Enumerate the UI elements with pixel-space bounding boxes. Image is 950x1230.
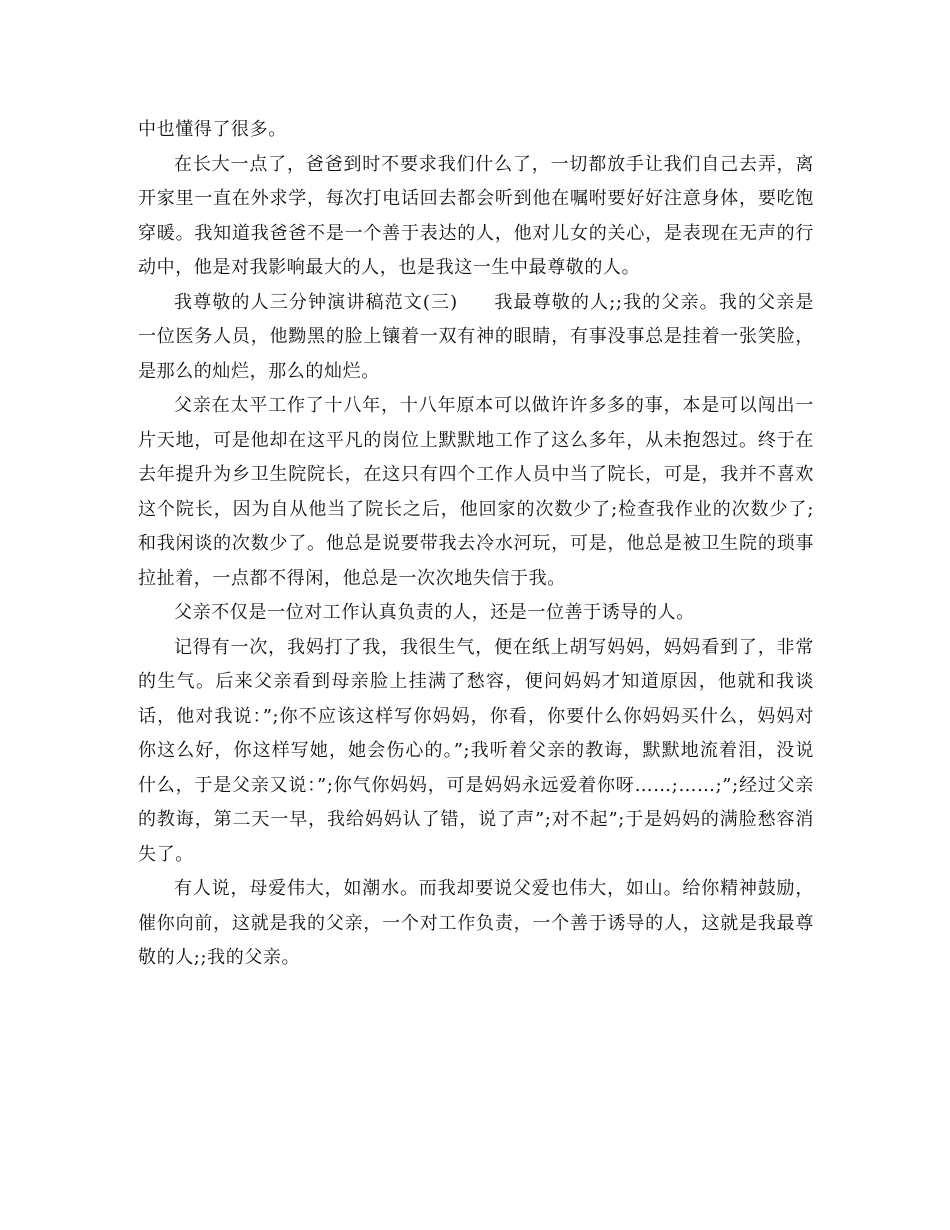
- paragraph-6: 记得有一次，我妈打了我，我很生气，便在纸上胡写妈妈，妈妈看到了，非常的生气。后来父亲看到母亲脸上挂满了愁容，便问妈妈才知道原因，他就和我谈话，他对我说：”;你不应该这样写你妈妈，你看，你要什么你妈妈买什么，妈妈对你这么好，你这样写她，她会伤心的。”;我听着父亲的教诲，默默地流着泪，没说什么，于是父亲又说：”;你气你妈妈，可是妈妈永远爱着你呀……;……;”;经过父亲的教诲，第二天一早，我给妈妈认了错，说了声”;对不起”;于是妈妈的满脸愁容消失了。: [138, 636, 814, 865]
- paragraph-3-text: 我最尊敬的人;;我的父亲。我的父亲是一位医务人员，他黝黑的脸上镶着一双有神的眼睛，有事没事总是挂着一张笑脸，是那么的灿烂，那么的灿烂。: [138, 291, 814, 382]
- paragraph-5: 父亲不仅是一位对工作认真负责的人，还是一位善于诱导的人。: [174, 602, 695, 623]
- document-body: [138, 113, 814, 976]
- section-heading: 我尊敬的人三分钟演讲稿范文(三): [174, 291, 458, 313]
- paragraph-3: [138, 286, 814, 390]
- paragraph-4: 父亲在太平工作了十八年，十八年原本可以做许许多多的事，本是可以闯出一片天地，可是他却在这平凡的岗位上默默地工作了这么多年，从未抱怨过。终于在去年提升为乡卫生院院长，在这只有四个工作人员中当了院长，可是，我并不喜欢这个院长，因为自从他当了院长之后，他回家的次数少了;检查我作业的次数少了;和我闲谈的次数少了。他总是说要带我去冷水河玩，可是，他总是被卫生院的琐事拉扯着，一点都不得闲，他总是一次次地失信于我。: [138, 395, 814, 589]
- paragraph-2: 在长大一点了，爸爸到时不要求我们什么了，一切都放手让我们自己去弄，离开家里一直在外求学，每次打电话回去都会听到他在嘱咐要好好注意身体，要吃饱穿暖。我知道我爸爸不是一个善于表达的人，他对儿女的关心，是表现在无声的行动中，他是对我影响最大的人，也是我这一生中最尊敬的人。: [138, 153, 814, 278]
- paragraph-1: 中也懂得了很多。: [138, 119, 287, 140]
- paragraph-7: 有人说，母爱伟大，如潮水。而我却要说父爱也伟大，如山。给你精神鼓励，催你向前，这就是我的父亲，一个对工作负责，一个善于诱导的人，这就是我最尊敬的人;;我的父亲。: [138, 878, 814, 968]
